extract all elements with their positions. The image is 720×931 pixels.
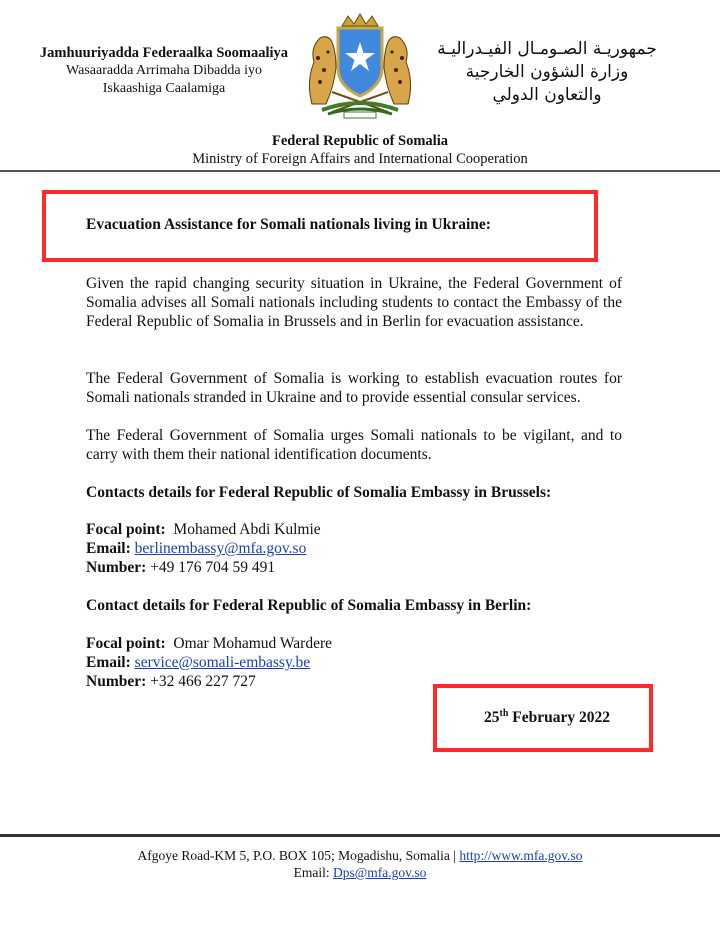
header-somali-line1: Jamhuuriyadda Federaalka Soomaaliya	[39, 45, 289, 61]
header-arabic-block	[402, 38, 692, 107]
focal-label: Focal point:	[86, 521, 166, 538]
contact-number-berlin	[86, 672, 256, 691]
focal-label: Focal point:	[86, 635, 166, 652]
paragraph-2: The Federal Government of Somalia is working to establish evacuation routes for Somali nationals stranded in Ukraine and to provide essential consular services.	[86, 370, 622, 406]
header-divider	[0, 170, 720, 172]
contact-heading-brussels: Contacts details for Federal Republic of Somalia Embassy in Brussels:	[86, 484, 552, 501]
number-value: +49 176 704 59 491	[150, 559, 276, 576]
email-link[interactable]: berlinembassy@mfa.gov.so	[134, 540, 307, 557]
contact-email-berlin	[86, 653, 310, 672]
email-link[interactable]: service@somali-embassy.be	[134, 654, 311, 671]
paragraph-1: Given the rapid changing security situation in Ukraine, the Federal Government of Somalia advises all Somali nationals including students to contact the Embassy of the Federal Republic of Somalia in Brussels and in Berlin for evacuation assistance.	[86, 275, 622, 330]
footer-email-line	[0, 865, 720, 881]
document-date	[484, 708, 610, 727]
footer-address: Afgoye Road-KM 5, P.O. BOX 105; Mogadishu, Somalia |	[137, 848, 460, 863]
footer-divider	[0, 834, 720, 837]
header-somali-line2: Wasaaradda Arrimaha Dibadda iyo	[66, 63, 262, 78]
document-heading: Evacuation Assistance for Somali nationals living in Ukraine:	[86, 216, 491, 233]
date-suffix: th	[499, 708, 509, 719]
email-label: Email:	[86, 654, 131, 671]
header-somali-block	[14, 44, 314, 98]
focal-value: Mohamed Abdi Kulmie	[173, 521, 321, 538]
header-arabic-line1: جمهوريـة الصـومـال الفيـدراليـة	[437, 39, 657, 59]
focal-value: Omar Mohamud Wardere	[173, 635, 332, 652]
contact-email-brussels	[86, 539, 306, 558]
number-label: Number:	[86, 559, 147, 576]
footer-website-link[interactable]: http://www.mfa.gov.so	[459, 848, 583, 863]
contact-number-brussels	[86, 558, 275, 577]
page-subtitle: Ministry of Foreign Affairs and International Cooperation	[192, 151, 528, 167]
footer-email-label: Email:	[293, 865, 334, 880]
page-title: Federal Republic of Somalia	[271, 133, 448, 149]
email-label: Email:	[86, 540, 131, 557]
contact-heading-berlin: Contact details for Federal Republic of Somalia Embassy in Berlin:	[86, 597, 532, 614]
header-somali-line3: Iskaashiga Caalamiga	[102, 81, 226, 96]
footer-address-line	[0, 848, 720, 864]
paragraph-3: The Federal Government of Somalia urges Somali nationals to be vigilant, and to carry with them their national identification documents.	[86, 427, 622, 463]
header-arabic-line3: والتعاون الدولي	[492, 85, 602, 105]
number-value: +32 466 227 727	[150, 673, 256, 690]
contact-focal-brussels	[86, 520, 321, 539]
number-label: Number:	[86, 673, 147, 690]
header-arabic-line2: وزارة الشؤون الخارجية	[465, 62, 629, 82]
contact-focal-berlin	[86, 634, 332, 653]
date-day: 25	[484, 709, 500, 727]
date-rest: February 2022	[512, 709, 611, 727]
footer-email-link[interactable]: Dps@mfa.gov.so	[333, 865, 427, 880]
